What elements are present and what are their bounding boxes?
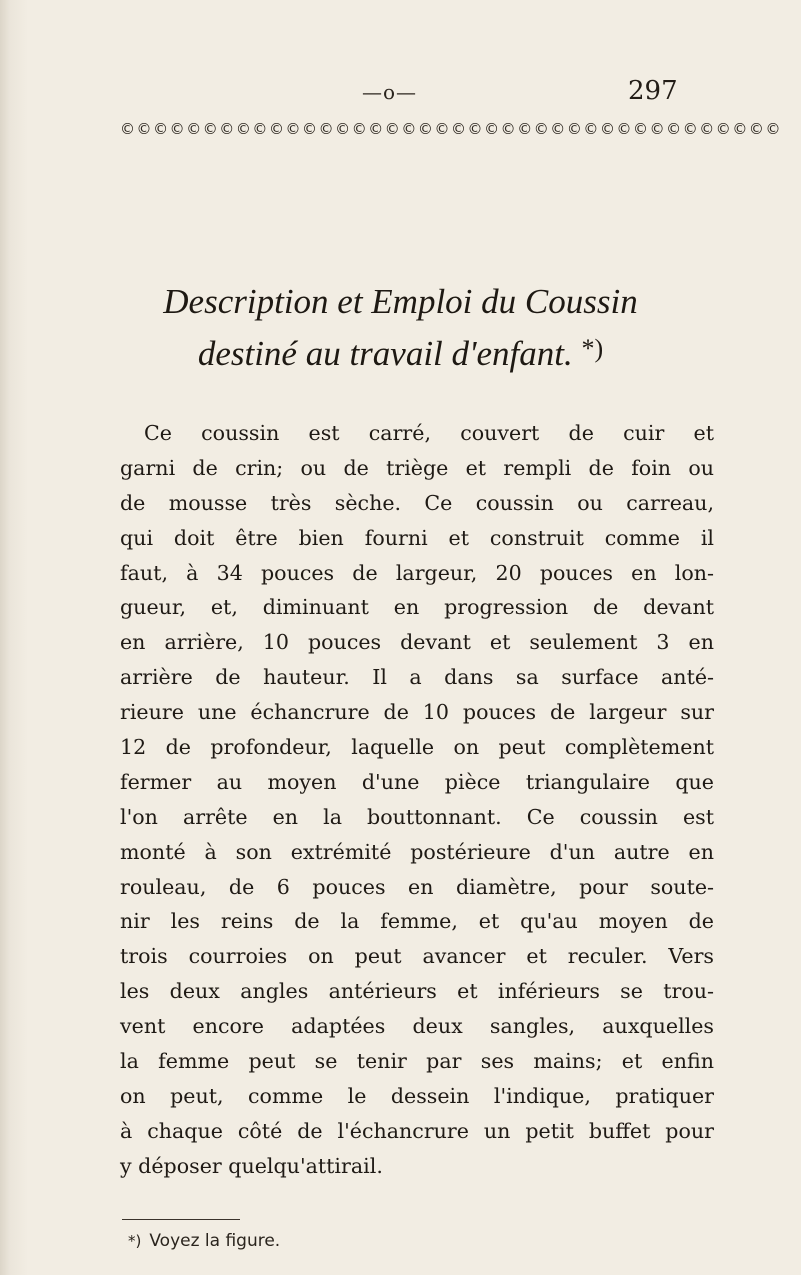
body-line: trois courroies on peut avancer et reculer. Vers bbox=[120, 944, 714, 969]
body-line: on peut, comme le dessein l'indique, pratiquer bbox=[120, 1083, 714, 1108]
title-line-2-text: destiné au travail d'enfant. bbox=[197, 334, 573, 373]
footnote-divider bbox=[122, 1219, 240, 1220]
footnote bbox=[128, 1231, 280, 1251]
page-title bbox=[0, 278, 801, 377]
body-line: l'on arrête en la bouttonnant. Ce coussin est bbox=[120, 804, 714, 829]
footnote-marker: *) bbox=[128, 1232, 142, 1250]
body-paragraph bbox=[120, 416, 714, 1184]
body-line: les deux angles antérieurs et inférieurs se trou- bbox=[120, 979, 714, 1004]
body-line: vent encore adaptées deux sangles, auxquelles bbox=[120, 1014, 714, 1039]
body-line: garni de crin; ou de triège et rempli de foin ou bbox=[120, 455, 714, 480]
header-marker: —o— bbox=[362, 80, 418, 104]
ornamental-border: ©©©©©©©©©©©©©©©©©©©©©©©©©©©©©©©©©©©©©©©© bbox=[120, 120, 782, 138]
page-number: 297 bbox=[628, 76, 678, 106]
body-line: monté à son extrémité postérieure d'un autre en bbox=[120, 839, 714, 864]
body-line: gueur, et, diminuant en progression de devant bbox=[120, 595, 714, 620]
body-line: à chaque côté de l'échancrure un petit buffet pour bbox=[120, 1118, 714, 1143]
body-line: nir les reins de la femme, et qu'au moyen de bbox=[120, 909, 714, 934]
body-line: faut, à 34 pouces de largeur, 20 pouces en lon- bbox=[120, 560, 714, 585]
body-line: en arrière, 10 pouces devant et seulement 3 en bbox=[120, 630, 714, 655]
title-line-2 bbox=[0, 325, 801, 377]
title-footnote-marker: *) bbox=[581, 334, 604, 363]
body-line: Ce coussin est carré, couvert de cuir et bbox=[144, 421, 714, 445]
body-line: qui doit être bien fourni et construit comme il bbox=[120, 525, 714, 550]
title-line-1: Description et Emploi du Coussin bbox=[163, 282, 638, 321]
body-line: arrière de hauteur. Il a dans sa surface anté- bbox=[120, 665, 714, 690]
body-line: y déposer quelqu'attirail. bbox=[120, 1153, 383, 1178]
body-line: rouleau, de 6 pouces en diamètre, pour soute- bbox=[120, 874, 714, 899]
footnote-text: Voyez la figure. bbox=[149, 1231, 281, 1251]
body-line: la femme peut se tenir par ses mains; et enfin bbox=[120, 1049, 714, 1074]
body-line: 12 de profondeur, laquelle on peut complètement bbox=[120, 735, 714, 760]
body-line: de mousse très sèche. Ce coussin ou carreau, bbox=[120, 490, 714, 515]
body-line: rieure une échancrure de 10 pouces de largeur sur bbox=[120, 700, 714, 725]
running-head bbox=[0, 76, 801, 110]
body-line: fermer au moyen d'une pièce triangulaire que bbox=[120, 769, 714, 794]
